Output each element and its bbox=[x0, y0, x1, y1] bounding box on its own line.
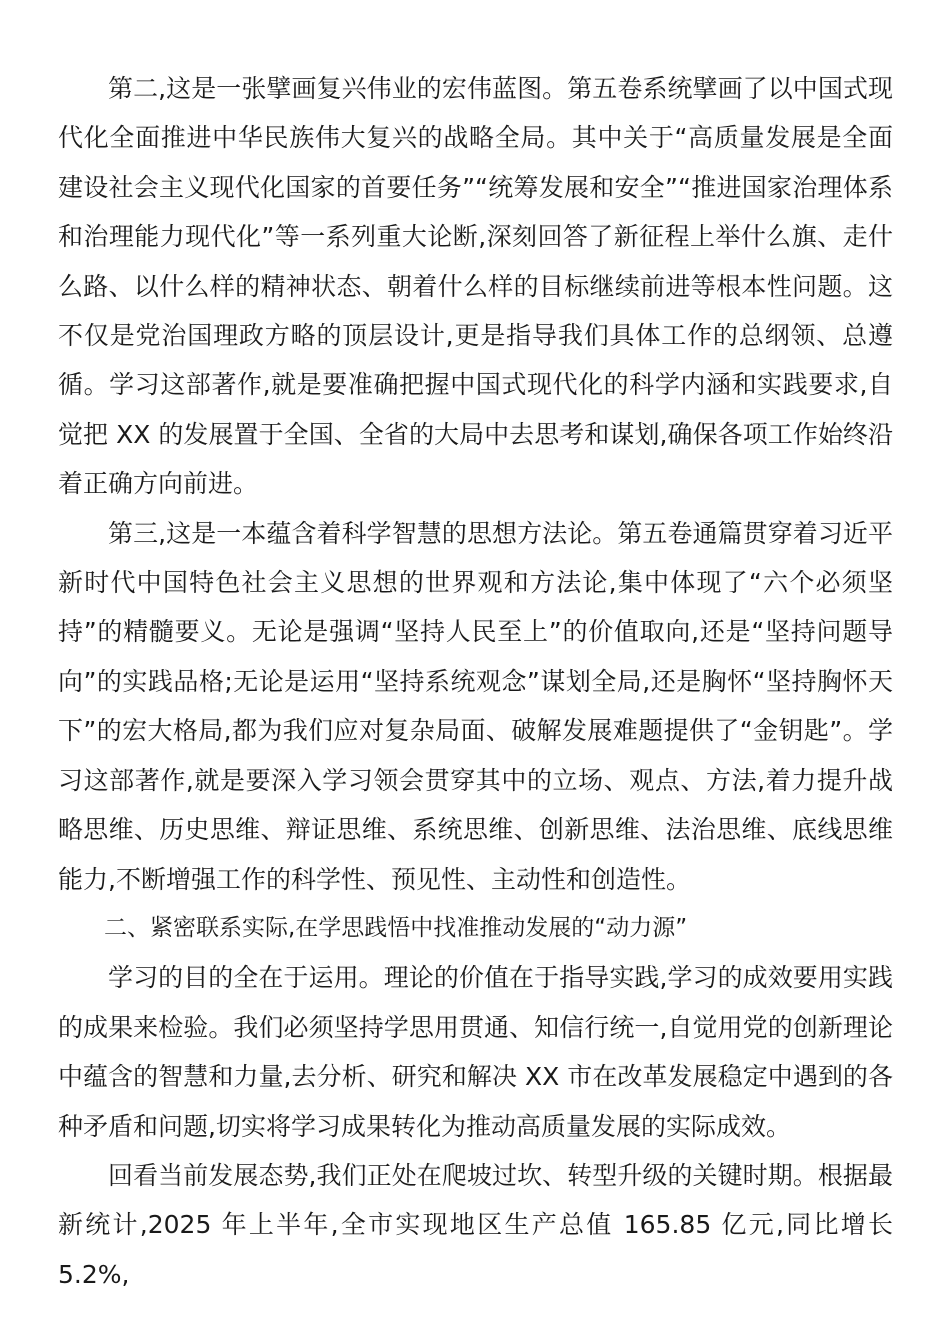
section-heading: 二、紧密联系实际,在学思践悟中找准推动发展的“动力源” bbox=[104, 914, 688, 941]
paragraph-statistics: 回看当前发展态势,我们正处在爬坡过坎、转型升级的关键时期。根据最新统计,2025 年上半年,全市实现地区生产总值 165.85 亿元,同比增长 5.2%, bbox=[58, 1160, 893, 1289]
paragraph-blueprint: 第二,这是一张擘画复兴伟业的宏伟蓝图。第五卷系统擘画了以中国式现代化全面推进中华民族伟大复兴的战略全局。其中关于“高质量发展是全面建设社会主义现代化国家的首要任务”“统筹发展和安全”“推进国家治理体系和治理能力现代化”等一系列重大论断,深刻回答了新征程上举什么旗、走什么路、以什么样的精神状态、朝着什么样的目标继续前进等根本性问题。这不仅是党治国理政方略的顶层设计,更是指导我们具体工作的总纲领、总遵循。学习这部著作,就是要准确把握中国式现代化的科学内涵和实践要求,自觉把 XX 的发展置于全国、全省的大局中去思考和谋划,确保各项工作始终沿着正确方向前进。 bbox=[58, 74, 893, 499]
paragraph-application: 学习的目的全在于运用。理论的价值在于指导实践,学习的成效要用实践的成果来检验。我们必须坚持学思用贯通、知信行统一,自觉用党的创新理论中蕴含的智慧和力量,去分析、研究和解决 XX 市在改革发展稳定中遇到的各种矛盾和问题,切实将学习成果转化为推动高质量发展的实际成效。 bbox=[58, 963, 893, 1141]
paragraph-methodology: 第三,这是一本蕴含着科学智慧的思想方法论。第五卷通篇贯穿着习近平新时代中国特色社会主义思想的世界观和方法论,集中体现了“六个必须坚持”的精髓要义。无论是强调“坚持人民至上”的价值取向,还是“坚持问题导向”的实践品格;无论是运用“坚持系统观念”谋划全局,还是胸怀“坚持胸怀天下”的宏大格局,都为我们应对复杂局面、破解发展难题提供了“金钥匙”。学习这部著作,就是要深入学习领会贯穿其中的立场、观点、方法,着力提升战略思维、历史思维、辩证思维、系统思维、创新思维、法治思维、底线思维能力,不断增强工作的科学性、预见性、主动性和创造性。 bbox=[58, 518, 893, 894]
document-body bbox=[58, 64, 893, 1299]
